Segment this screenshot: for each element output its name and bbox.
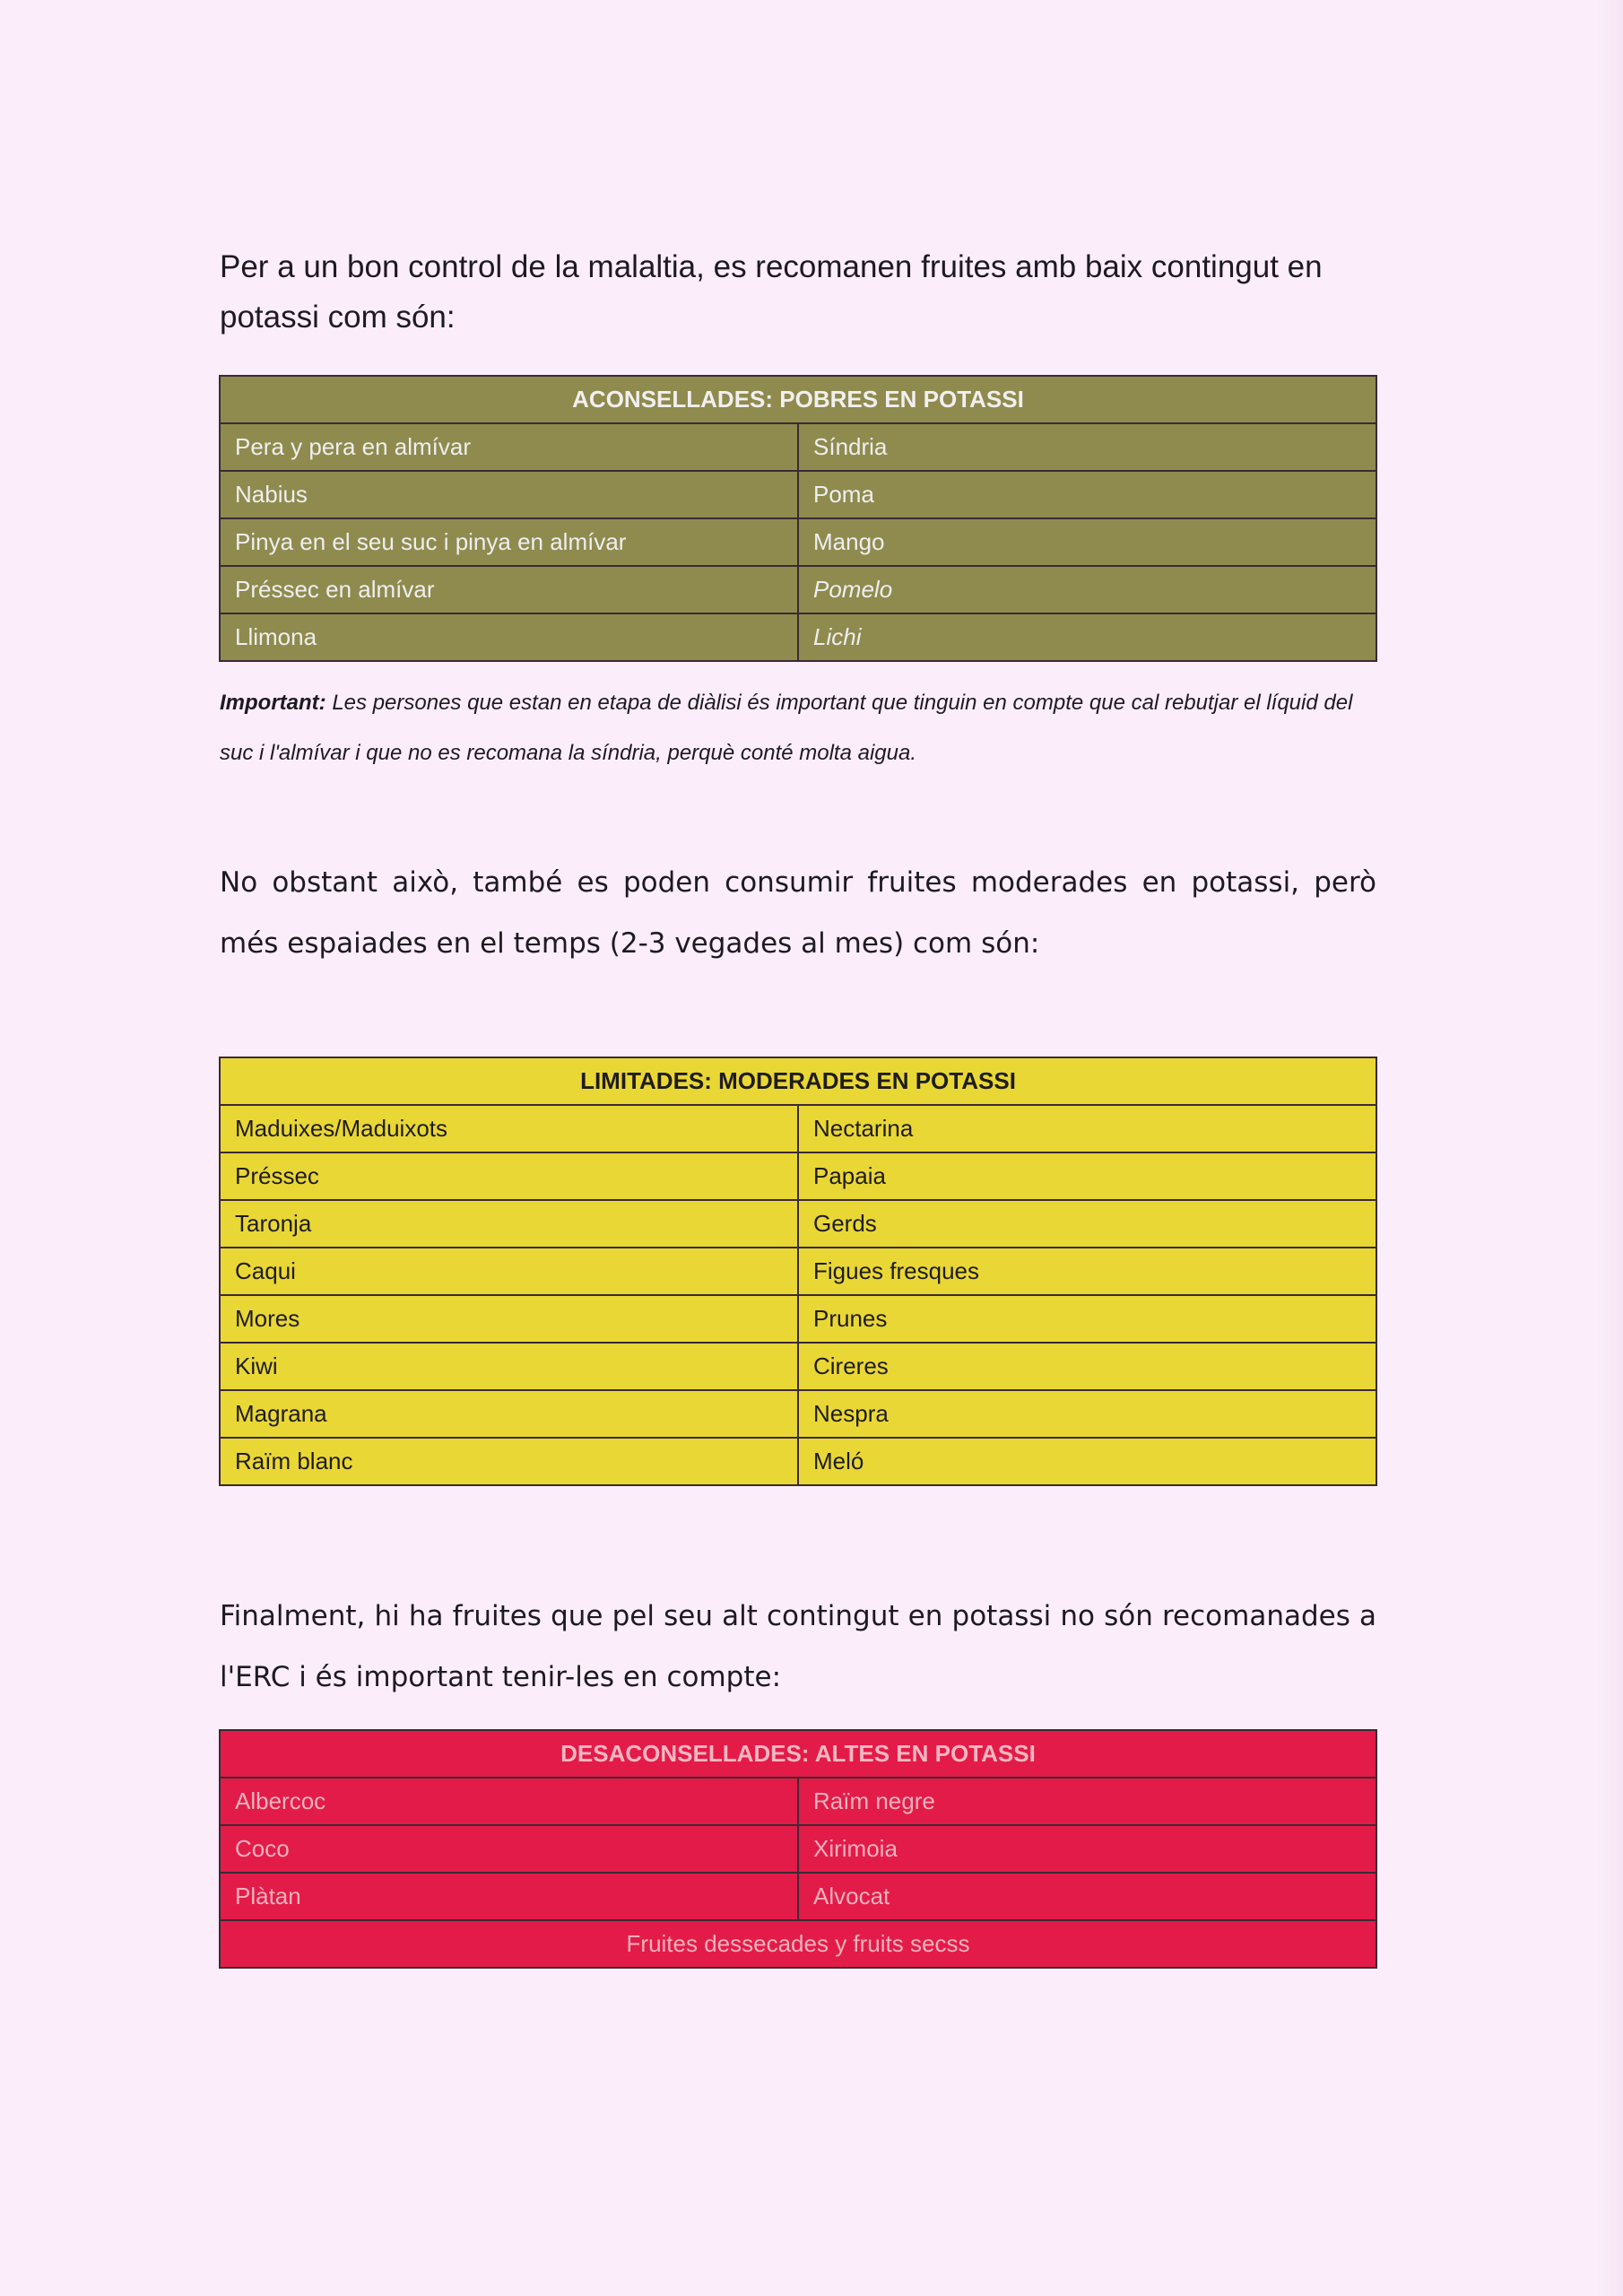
moderate-potassium-table-title: LIMITADES: MODERADES EN POTASSI bbox=[220, 1057, 1376, 1105]
high-potassium-table-title: DESACONSELLADES: ALTES EN POTASSI bbox=[220, 1730, 1376, 1778]
table-row bbox=[220, 1200, 1376, 1248]
table-cell: Raïm blanc bbox=[220, 1438, 798, 1485]
high-intro-paragraph: Finalment, hi ha fruites que pel seu alt contingut en potassi no són recomanades a l'ERC i és important tenir-les en compte: bbox=[220, 1600, 1376, 1693]
table-cell: Kiwi bbox=[220, 1343, 798, 1390]
table-cell: Gerds bbox=[798, 1200, 1376, 1248]
table-row bbox=[220, 1390, 1376, 1438]
table-row bbox=[220, 1295, 1376, 1343]
table-cell: Meló bbox=[798, 1438, 1376, 1485]
table-row bbox=[220, 471, 1376, 518]
low-potassium-table bbox=[219, 375, 1377, 662]
table-row bbox=[220, 1873, 1376, 1920]
table-cell: Caqui bbox=[220, 1248, 798, 1295]
table-row bbox=[220, 1778, 1376, 1825]
table-row bbox=[220, 1920, 1376, 1968]
table-cell: Pinya en el seu suc i pinya en almívar bbox=[220, 518, 798, 566]
table-cell: Pera y pera en almívar bbox=[220, 423, 798, 471]
table-row bbox=[220, 566, 1376, 613]
table-cell: Coco bbox=[220, 1825, 798, 1873]
table-cell: Préssec en almívar bbox=[220, 566, 798, 613]
table-cell: Alvocat bbox=[798, 1873, 1376, 1920]
table-cell: Nectarina bbox=[798, 1105, 1376, 1152]
table-cell: Raïm negre bbox=[798, 1778, 1376, 1825]
note-label: Important: bbox=[220, 691, 326, 715]
table-cell: Magrana bbox=[220, 1390, 798, 1438]
table-row bbox=[220, 518, 1376, 566]
table-row bbox=[220, 1825, 1376, 1873]
table-cell: Prunes bbox=[798, 1295, 1376, 1343]
table-cell: Poma bbox=[798, 471, 1376, 518]
moderate-potassium-table bbox=[219, 1057, 1377, 1486]
table-footer-row: Fruites dessecades y fruits secss bbox=[220, 1920, 1376, 1968]
low-potassium-table-title: ACONSELLADES: POBRES EN POTASSI bbox=[220, 376, 1376, 423]
table-cell: Maduixes/Maduixots bbox=[220, 1105, 798, 1152]
table-cell: Figues fresques bbox=[798, 1248, 1376, 1295]
table-row bbox=[220, 1248, 1376, 1295]
table-cell: Pomelo bbox=[798, 566, 1376, 613]
note-text: Les persones que estan en etapa de diàlisi és important que tinguin en compte que cal rebutjar el líquid del suc i l'almívar i que no es recomana la síndria, perquè conté molta aigua. bbox=[220, 691, 1353, 765]
table-row bbox=[220, 1152, 1376, 1200]
table-cell: Préssec bbox=[220, 1152, 798, 1200]
table-row bbox=[220, 1438, 1376, 1485]
table-cell: Xirimoia bbox=[798, 1825, 1376, 1873]
table-cell: Nespra bbox=[798, 1390, 1376, 1438]
high-potassium-table bbox=[219, 1729, 1377, 1969]
table-cell: Síndria bbox=[798, 423, 1376, 471]
table-cell: Cireres bbox=[798, 1343, 1376, 1390]
dialysis-note bbox=[220, 678, 1385, 778]
page-edge bbox=[1596, 0, 1623, 2296]
table-row bbox=[220, 423, 1376, 471]
table-cell: Mores bbox=[220, 1295, 798, 1343]
table-cell: Nabius bbox=[220, 471, 798, 518]
table-cell: Plàtan bbox=[220, 1873, 798, 1920]
table-cell: Albercoc bbox=[220, 1778, 798, 1825]
table-row bbox=[220, 1105, 1376, 1152]
table-cell: Lichi bbox=[798, 613, 1376, 661]
table-cell: Papaia bbox=[798, 1152, 1376, 1200]
intro-paragraph: Per a un bon control de la malaltia, es recomanen fruites amb baix contingut en potassi com són: bbox=[220, 249, 1323, 335]
table-row bbox=[220, 613, 1376, 661]
table-cell: Taronja bbox=[220, 1200, 798, 1248]
table-cell: Llimona bbox=[220, 613, 798, 661]
table-row bbox=[220, 1343, 1376, 1390]
table-cell: Mango bbox=[798, 518, 1376, 566]
moderate-intro-paragraph: No obstant això, també es poden consumir fruites moderades en potassi, però més espaiades en el temps (2-3 vegades al mes) com són: bbox=[220, 866, 1376, 960]
